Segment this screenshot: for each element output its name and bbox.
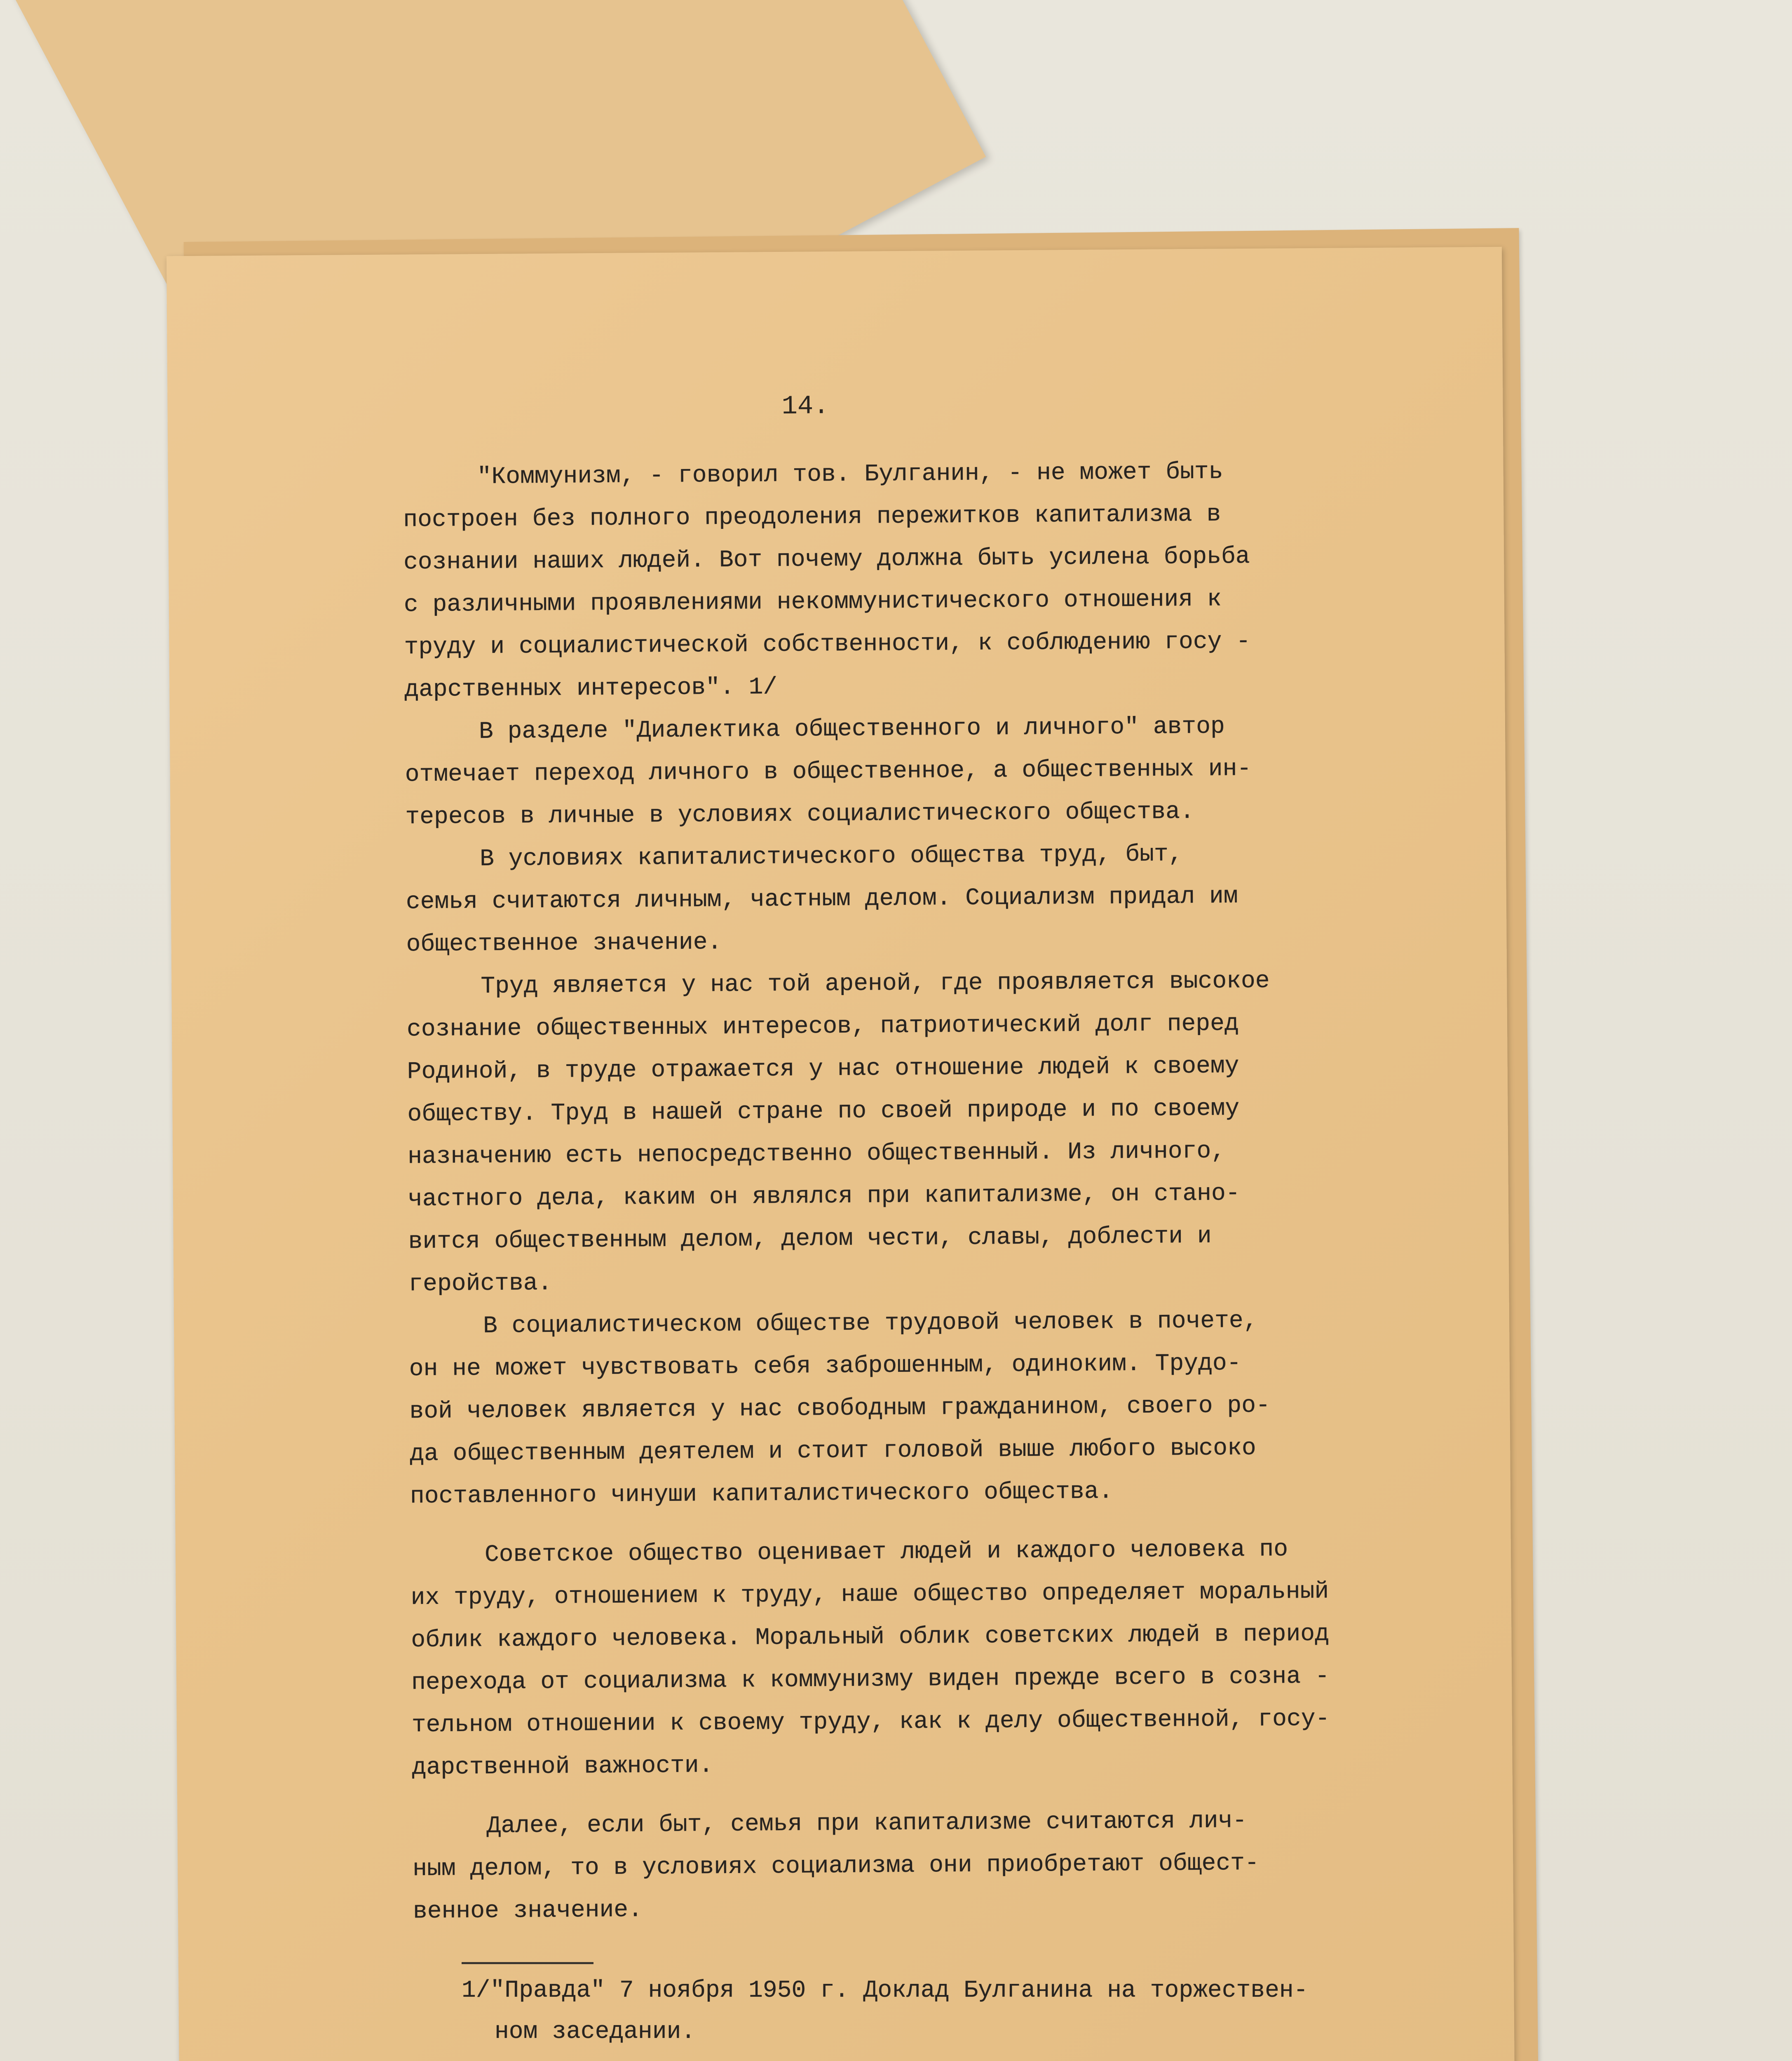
typed-page [167, 247, 1515, 2061]
paragraph [406, 831, 1412, 966]
text-line: перехода от социализма к коммунизму виден прежде всего в созна - [411, 1663, 1330, 1697]
text-line: Родиной, в труде отражается у нас отношение людей к своему [407, 1053, 1239, 1086]
text-line: сознании наших людей. Вот почему должна быть усилена борьба [403, 543, 1250, 576]
text-line: труду и социалистической собственности, к соблюдению госу - [404, 628, 1251, 661]
text-line: геройства. [408, 1270, 552, 1298]
text-line: дарственной важности. [412, 1752, 713, 1782]
text-line: он не может чувствовать себя заброшенным, одиноким. Трудо- [409, 1350, 1241, 1383]
text-line: вой человек является у нас свободным гражданином, своего ро- [409, 1392, 1271, 1425]
text-line: построен без полного преодоления пережитков капитализма в [403, 501, 1221, 534]
paragraph [403, 449, 1410, 711]
text-line: В разделе "Диалектика общественного и личного" автор [478, 713, 1225, 746]
text-line: поставленного чинуши капиталистического общества. [410, 1478, 1113, 1510]
text-line: тельном отношении к своему труду, как к делу общественной, госу- [411, 1705, 1330, 1739]
text-line: облик каждого человека. Моральный облик советских людей в период [411, 1620, 1330, 1654]
page-number: 14. [781, 392, 830, 422]
paragraph [406, 959, 1414, 1305]
paragraph [405, 704, 1411, 838]
footnote-rule [462, 1962, 593, 1964]
text-line: дарственных интересов". 1/ [404, 674, 778, 704]
text-line: В социалистическом обществе трудовой человек в почете, [483, 1307, 1258, 1340]
text-line: общественное значение. [406, 929, 722, 958]
text-line: семья считаются личным, частным делом. Социализм придал им [406, 883, 1238, 916]
text-line: венное значение. [413, 1897, 643, 1925]
text-line: отмечает переход личного в общественное, а общественных ин- [405, 756, 1252, 789]
body-text [403, 449, 1419, 1933]
text-line: тересов в личные в условиях социалистического общества. [405, 798, 1194, 831]
footnote-line: ном заседании. [495, 2019, 696, 2045]
text-line: да общественным деятелем и стоит головой выше любого высоко [410, 1434, 1256, 1468]
text-line: ным делом, то в условиях социализма они приобретают общест- [413, 1850, 1260, 1883]
text-line: с различными проявлениями некоммунистического отношения к [403, 586, 1222, 619]
paragraph [412, 1798, 1419, 1933]
paragraph [409, 1298, 1416, 1518]
paragraph [410, 1527, 1418, 1789]
text-line: Далее, если быт, семья при капитализме считаются лич- [486, 1807, 1247, 1840]
footnote-line: 1/"Правда" 7 ноября 1950 г. Доклад Булганина на торжествен- [462, 1977, 1308, 2004]
text-line: обществу. Труд в нашей стране по своей природе и по своему [407, 1095, 1240, 1128]
text-line: сознание общественных интересов, патриотический долг перед [406, 1010, 1239, 1043]
text-line: вится общественным делом, делом чести, славы, доблести и [408, 1223, 1212, 1256]
text-line: их труду, отношением к труду, наше общество определяет моральный [410, 1578, 1329, 1612]
text-line: В условиях капиталистического общества труд, быт, [479, 841, 1183, 873]
text-line: Советское общество оценивает людей и каждого человека по [484, 1536, 1288, 1569]
text-line: "Коммунизм, - говорил тов. Булганин, - не может быть [477, 458, 1223, 491]
footnote [462, 1970, 1451, 2053]
text-line: Труд является у нас той ареной, где проявляется высокое [481, 967, 1270, 1000]
text-line: частного дела, каким он являлся при капитализме, он стано- [408, 1180, 1240, 1213]
text-line: назначению есть непосредственно общественный. Из личного, [407, 1138, 1226, 1171]
